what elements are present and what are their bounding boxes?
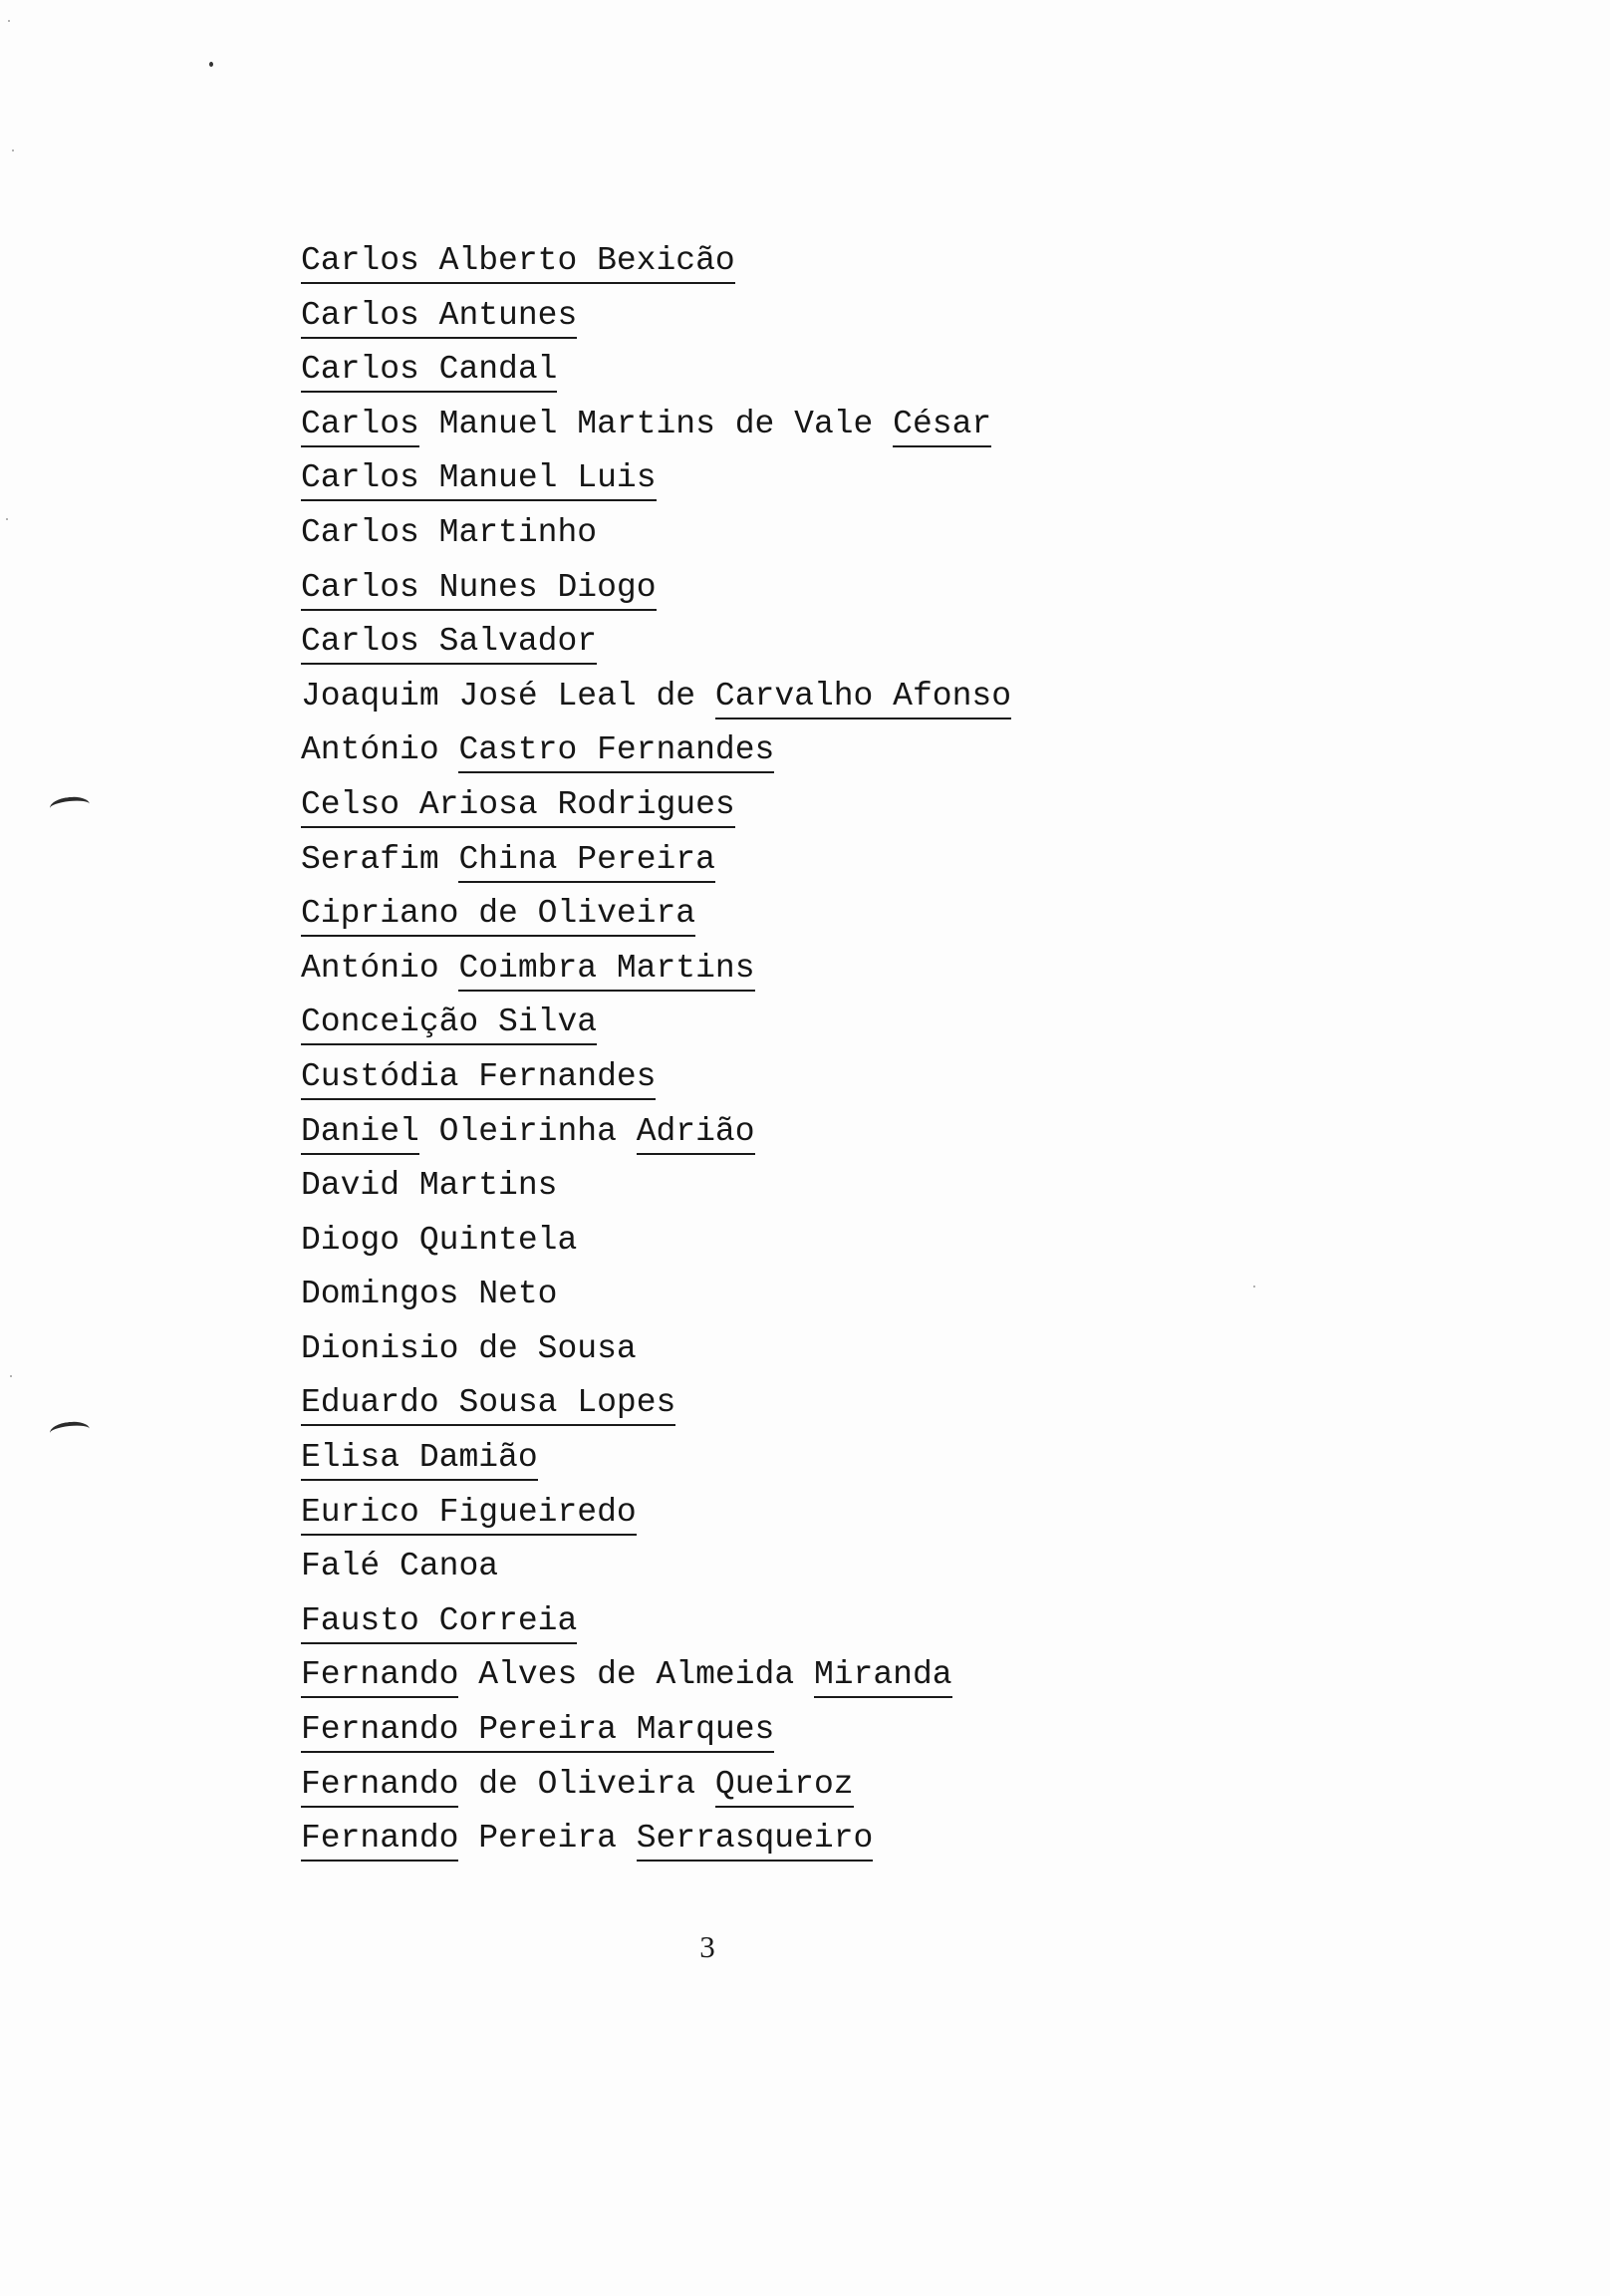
word: Oleirinha [438,1112,617,1150]
word: Quintela [418,1221,578,1259]
word-gap [715,405,735,444]
underlined-word: Ariosa [419,785,538,828]
word-gap [637,677,657,717]
word: Oliveira [537,1765,696,1803]
underlined-word: Fernandes [478,1057,656,1100]
word: António [301,731,439,769]
name-entry [301,1383,1011,1438]
word-gap [439,730,459,770]
underlined-word: Fernando [301,1765,458,1808]
underlined-word: César [893,405,991,447]
word-gap [617,1112,637,1152]
word: de [734,405,775,442]
word: Canoa [400,1548,499,1585]
name-entry [301,785,1011,840]
word-gap [557,405,577,444]
word-gap [439,1383,459,1426]
word-gap [419,1601,439,1644]
ink-speck [1253,1286,1255,1288]
underlined-word: Damião [419,1438,538,1481]
word-gap [458,1275,478,1314]
name-entry [301,1003,1011,1057]
name-entry [301,1655,1011,1710]
word-gap [538,568,558,611]
word-gap [458,1329,478,1369]
word-gap [380,1547,400,1586]
underlined-word: Daniel [301,1112,419,1155]
word-gap [518,894,538,937]
name-entry [301,513,1011,568]
underlined-word: Eduardo [301,1383,439,1426]
underlined-word: Alberto [439,241,578,284]
word: de [597,1656,637,1694]
word: de [656,677,696,715]
underlined-word: Pereira [478,1710,617,1753]
word-gap [518,1329,538,1369]
word-gap [695,677,715,717]
name-entry [301,1221,1011,1276]
underlined-word: Carlos [301,568,419,611]
underlined-word: Bexicão [597,241,735,284]
word-gap [557,1383,577,1426]
underlined-word: Carlos [301,458,419,501]
word: Joaquim [301,677,439,715]
word-gap [478,1003,498,1045]
word-gap [458,1765,478,1805]
word-gap [458,1710,478,1753]
word-gap [458,1057,478,1100]
word-gap [538,785,558,828]
underlined-word: Miranda [814,1655,952,1698]
word-gap [458,1655,478,1695]
underlined-word: Elisa [301,1438,400,1481]
underlined-word: Carvalho [715,677,873,719]
underlined-word: Carlos [301,405,419,447]
word-gap [458,894,478,937]
underlined-word: Queiroz [715,1765,854,1808]
name-entry [301,840,1011,895]
underlined-word: Pereira [577,840,715,883]
underlined-word: Afonso [893,677,1011,719]
underlined-word: Fausto [301,1601,419,1644]
word-gap [419,1112,439,1152]
word-gap [419,350,439,393]
name-entry [301,949,1011,1004]
word: Pereira [478,1820,617,1858]
underlined-word: Fernando [301,1819,458,1862]
word-gap [419,1493,439,1536]
word-gap [637,1655,657,1695]
word-gap [419,513,439,553]
underlined-word: Fernandes [597,730,774,773]
underlined-word: Serrasqueiro [637,1819,874,1862]
underlined-word: Correia [439,1601,578,1644]
name-entry [301,1057,1011,1112]
underlined-word: Antunes [439,296,578,339]
word-gap [419,568,439,611]
word-gap [577,241,597,284]
underlined-word: Candal [439,350,558,393]
word-gap [518,1765,538,1805]
name-entry [301,458,1011,513]
underlined-word: Rodrigues [557,785,734,828]
word: Martinho [438,513,598,551]
underlined-word: Conceição [301,1003,478,1045]
word-gap [439,949,459,989]
ink-speck [6,518,8,520]
punch-hole-mark [49,1420,91,1442]
underlined-word: Carlos [301,350,419,393]
name-entry [301,1547,1011,1601]
underlined-word: Luis [577,458,656,501]
name-entry [301,1765,1011,1820]
word: Martins [577,405,715,442]
word: Serafim [301,840,439,878]
underlined-word: Carlos [301,296,419,339]
underlined-word: Fernando [301,1710,458,1753]
word: António [301,949,439,987]
word-gap [400,1166,419,1206]
ink-speck [10,1375,12,1377]
ink-speck [12,149,14,151]
word-gap [419,241,439,284]
word-gap [439,840,459,880]
name-entry [301,894,1011,949]
word-gap [400,1438,419,1481]
underlined-word: Celso [301,785,400,828]
word-gap [557,458,577,501]
word-gap [873,677,893,719]
word-gap [419,296,439,339]
underlined-word: Marques [637,1710,775,1753]
word-gap [617,1819,637,1859]
name-entry [301,1112,1011,1167]
underlined-word: Manuel [439,458,558,501]
name-entry [301,1166,1011,1221]
word-gap [597,949,617,992]
name-entry [301,1493,1011,1548]
underlined-word: Carlos [301,241,419,284]
underlined-word: Oliveira [538,894,695,937]
underlined-word: Diogo [557,568,656,611]
word: José [458,677,538,715]
name-entry [301,677,1011,731]
underlined-word: Nunes [439,568,538,611]
word: Sousa [537,1329,637,1367]
name-entry [301,1275,1011,1329]
word-gap [617,1710,637,1753]
word: de [478,1765,518,1803]
name-entry [301,405,1011,459]
underlined-word: Carlos [301,622,419,665]
name-entry [301,568,1011,623]
word: Domingos [301,1276,459,1313]
underlined-word: China [458,840,557,883]
name-entry [301,730,1011,785]
punch-hole-mark [49,795,91,817]
word-gap [458,1819,478,1859]
word: Diogo [301,1221,401,1259]
word: Carlos [301,513,419,551]
name-entry [301,350,1011,405]
ink-speck [8,20,10,22]
name-entry [301,1710,1011,1765]
name-entry [301,622,1011,677]
name-entry [301,1438,1011,1493]
name-entry [301,1329,1011,1384]
name-entry [301,241,1011,296]
name-entry [301,1601,1011,1656]
word: Leal [557,677,637,715]
word-gap [557,840,577,883]
underlined-word: Cipriano [301,894,458,937]
underlined-word: Eurico [301,1493,419,1536]
word-gap [695,1765,715,1805]
underlined-word: de [478,894,518,937]
underlined-word: Martins [617,949,755,992]
underlined-word: Coimbra [458,949,597,992]
name-entry [301,296,1011,351]
word-gap [419,622,439,665]
underlined-word: Lopes [577,1383,675,1426]
underlined-word: Salvador [439,622,597,665]
ink-speck [209,62,213,67]
underlined-word: Adrião [637,1112,755,1155]
word: de [478,1329,518,1367]
word-gap [439,677,459,717]
word: David [301,1167,401,1205]
word-gap [400,785,419,828]
word: Falé [301,1548,381,1585]
word-gap [419,405,439,444]
word: Manuel [438,405,558,442]
word-gap [873,405,893,444]
word: Almeida [656,1656,795,1694]
underlined-word: Silva [498,1003,597,1045]
word-gap [419,458,439,501]
underlined-word: Figueiredo [439,1493,637,1536]
underlined-word: Custódia [301,1057,458,1100]
word: Martins [418,1167,558,1205]
word: Dionisio [301,1329,459,1367]
name-entry [301,1819,1011,1873]
word-gap [577,730,597,773]
word: Alves [478,1656,578,1694]
word-gap [400,1221,419,1261]
word: Vale [794,405,874,442]
word-gap [774,405,794,444]
underlined-word: Fernando [301,1655,458,1698]
word-gap [538,677,558,717]
page-number: 3 [699,1929,715,1964]
underlined-word: Castro [458,730,577,773]
underlined-word: Sousa [458,1383,557,1426]
word: Neto [478,1276,558,1313]
word-gap [577,1655,597,1695]
names-list [301,241,1011,1873]
word-gap [794,1655,814,1695]
